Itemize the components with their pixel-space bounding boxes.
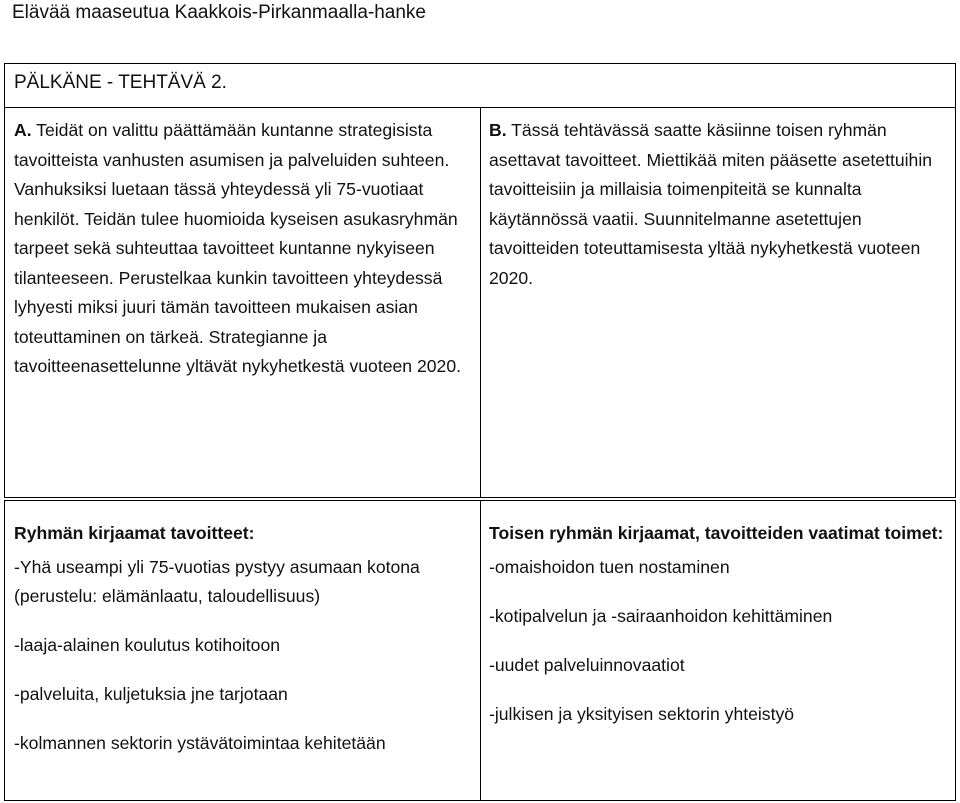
action-item: -omaishoidon tuen nostaminen [489, 557, 730, 577]
task-table [4, 63, 956, 498]
goal-item: -laaja-alainen koulutus kotihoitoon [14, 635, 281, 655]
goals-column [14, 519, 469, 778]
task-a-text: Teidät on valittu päättämään kuntanne strategisista tavoitteista vanhusten asumisen ja palveluiden suhteen. Vanhuksiksi luetaan tässä yhteydessä yli 75-vuotiaat henkilöt. Teidän tulee huomioida kyseisen asukasryhmän tarpeet sekä suhteuttaa tavoitteet kuntanne nykyiseen tilanteeseen. Perustelkaa kunkin tavoitteen yhteydessä lyhyesti miksi juuri tämän tavoitteen mukaisen asian toteuttaminen on tärkeä. Strategianne ja tavoitteenasettelunne yltävät nykyhetkestä vuoteen 2020. [14, 120, 461, 376]
task-b-text: Tässä tehtävässä saatte käsiinne toisen ryhmän asettavat tavoitteet. Miettikää miten pääsette asetettuihin tavoitteisiin ja millaisia toimenpiteitä se kunnalta käytännössä vaatii. Suunnitelmanne asetettujen tavoitteiden toteuttamisesta yltää nykyhetkestä vuoteen 2020. [489, 120, 933, 288]
task-a-cell [14, 116, 469, 382]
task-b-cell [489, 116, 944, 293]
goals-heading: Ryhmän kirjaamat tavoitteet: [14, 523, 255, 543]
task-title: PÄLKÄNE - TEHTÄVÄ 2. [14, 72, 227, 93]
answers-table [4, 500, 956, 801]
action-item: -julkisen ja yksityisen sektorin yhteistyö [489, 704, 795, 724]
task-a-label: A. [14, 120, 32, 140]
goal-item: -kolmannen sektorin ystävätoimintaa kehitetään [14, 733, 386, 753]
column-divider [480, 107, 481, 497]
action-item: -uudet palveluinnovaatiot [489, 655, 685, 675]
goal-item: -Yhä useampi yli 75-vuotias pystyy asumaan kotona (perustelu: elämänlaatu, taloudellisuus) [14, 557, 420, 606]
actions-column [489, 519, 944, 749]
task-b-label: B. [489, 120, 507, 140]
actions-heading: Toisen ryhmän kirjaamat, tavoitteiden vaatimat toimet: [489, 523, 944, 543]
goal-item: -palveluita, kuljetuksia jne tarjotaan [14, 684, 288, 704]
page-header-title: Elävää maaseutua Kaakkois-Pirkanmaalla-hanke [12, 2, 427, 23]
column-divider [480, 501, 481, 800]
action-item: -kotipalvelun ja -sairaanhoidon kehittäminen [489, 606, 833, 626]
